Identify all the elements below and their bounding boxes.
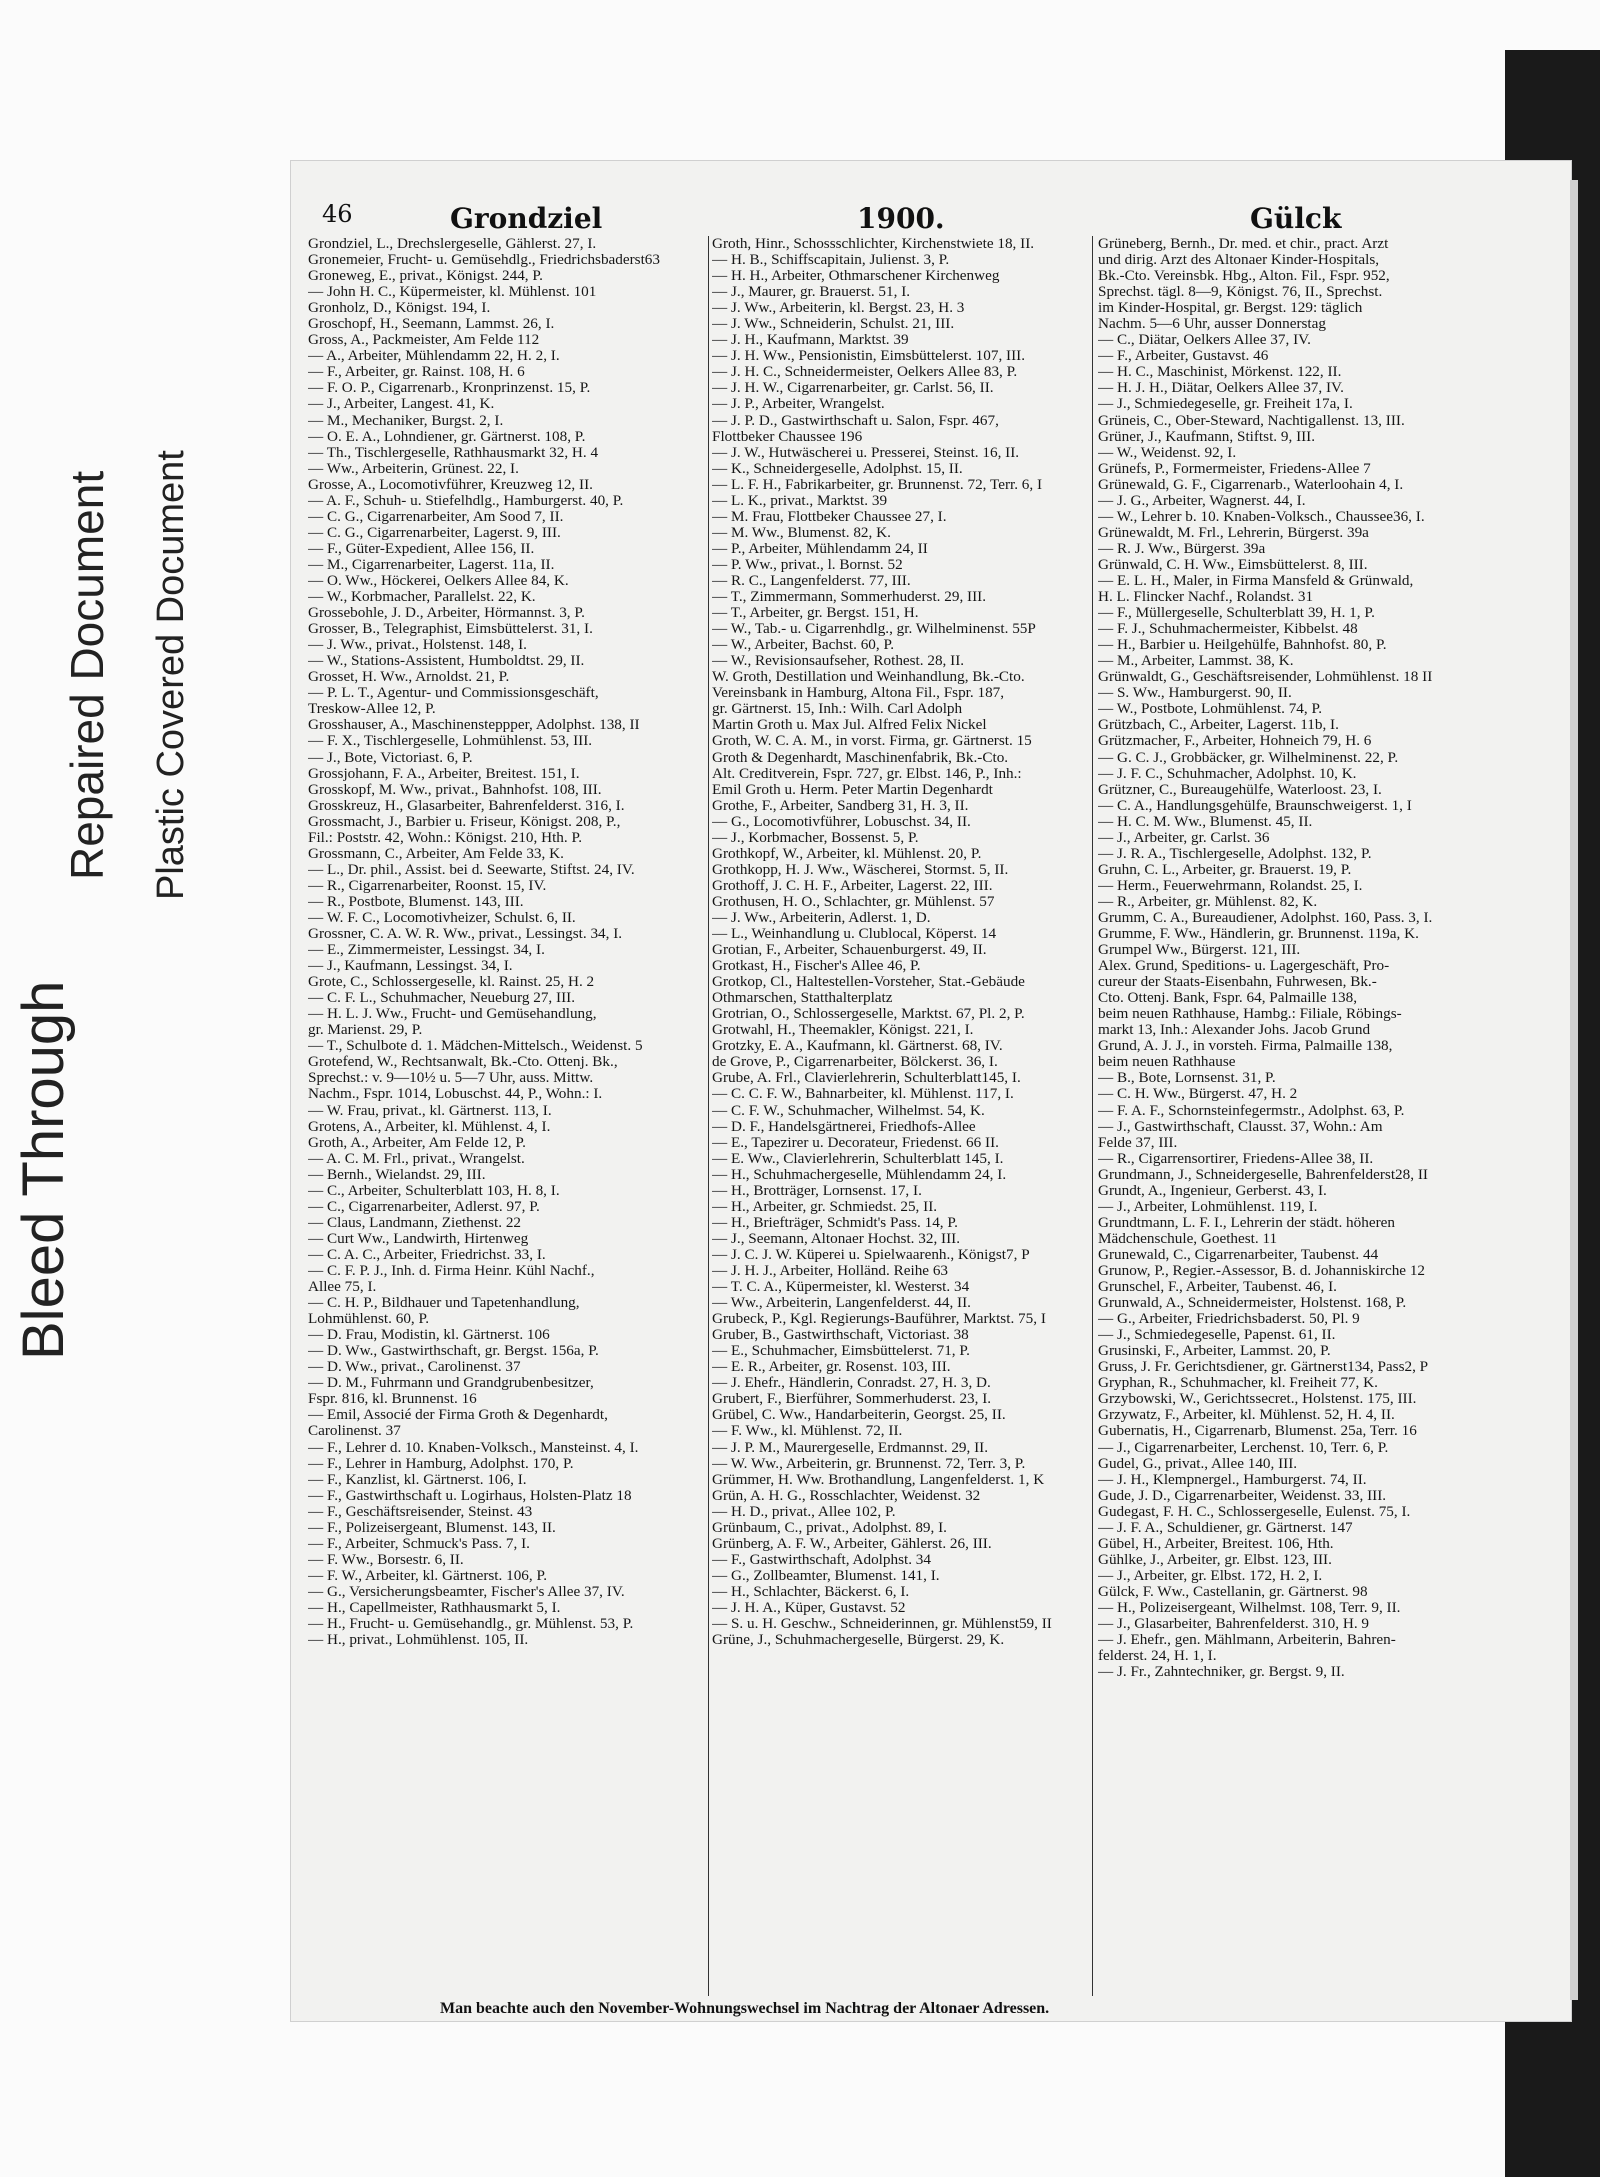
directory-entry: Grünberg, A. F. W., Arbeiter, Gählerst. 26, III. <box>712 1535 992 1552</box>
directory-entry: Grüner, J., Kaufmann, Stiftst. 9, III. <box>1098 428 1316 445</box>
directory-entry: Gryphan, R., Schuhmacher, kl. Freiheit 77, K. <box>1098 1375 1378 1392</box>
directory-entry: — J., Maurer, gr. Brauerst. 51, I. <box>712 284 911 301</box>
directory-entry: — R. J. Ww., Bürgerst. 39a <box>1098 540 1266 557</box>
directory-entry: im Kinder-Hospital, gr. Bergst. 129: täglich <box>1098 300 1363 317</box>
directory-entry: und dirig. Arzt des Altonaer Kinder-Hospitals, <box>1098 252 1380 269</box>
repaired-document-label: Repaired Document <box>61 470 113 880</box>
directory-entry: — T., Zimmermann, Sommerhuderst. 29, III. <box>712 589 987 606</box>
directory-entry: Grümmer, H. Ww. Brothandlung, Langenfelderst. 1, K <box>712 1471 1045 1488</box>
directory-entry: — W. Ww., Arbeiterin, gr. Brunnenst. 72, Terr. 3, P. <box>712 1455 1026 1472</box>
directory-entry: Vereinsbank in Hamburg, Altona Fil., Fspr. 187, <box>712 685 1005 702</box>
directory-entry: — H., Brotträger, Lornsenst. 17, I. <box>712 1182 922 1199</box>
directory-entry: — W. F. C., Locomotivheizer, Schulst. 6, II. <box>308 909 576 926</box>
directory-entry: — H., Barbier u. Heilgehülfe, Bahnhofst. 80, P. <box>1098 637 1387 654</box>
directory-entry: gr. Gärtnerst. 15, Inh.: Wilh. Carl Adolph <box>712 701 963 718</box>
directory-entry: — J. Ww., privat., Holstenst. 148, I. <box>308 637 527 654</box>
directory-entry: — Emil, Associé der Firma Groth & Degenhardt, <box>308 1407 608 1424</box>
directory-entry: — L. F. H., Fabrikarbeiter, gr. Brunnenst. 72, Terr. 6, I <box>712 476 1043 493</box>
directory-entry: Emil Groth u. Herm. Peter Martin Degenhardt <box>712 781 993 798</box>
directory-entry: Grunewald, C., Cigarrenarbeiter, Taubenst. 44 <box>1098 1246 1379 1263</box>
directory-entry: — F., Gastwirthschaft, Adolphst. 34 <box>712 1551 931 1568</box>
directory-entry: — H., privat., Lohmühlenst. 105, II. <box>308 1632 529 1649</box>
directory-entry: — H., Schuhmachergeselle, Mühlendamm 24, I. <box>712 1166 1007 1183</box>
directory-entry: Grubert, F., Bierführer, Sommerhuderst. 23, I. <box>712 1391 992 1408</box>
directory-entry: Bk.-Cto. Vereinsbk. Hbg., Alton. Fil., Fspr. 952, <box>1098 268 1390 285</box>
directory-entry: felderst. 24, H. 1, I. <box>1098 1648 1217 1665</box>
directory-entry: — R., Cigarrenarbeiter, Roonst. 15, IV. <box>308 877 547 894</box>
page-number: 46 <box>322 200 353 228</box>
directory-entry: — W., Revisionsaufseher, Rothest. 28, II. <box>712 653 965 670</box>
footer-note: Man beachte auch den November-Wohnungswechsel im Nachtrag der Altonaer Adressen. <box>440 2000 1050 2017</box>
directory-entry: — G., Locomotivführer, Lobuschst. 34, II. <box>712 813 971 830</box>
directory-entry: — C., Cigarrenarbeiter, Adlerst. 97, P. <box>308 1198 540 1215</box>
directory-entry: — J., Kaufmann, Lessingst. 34, I. <box>308 958 513 975</box>
directory-entry: — O. E. A., Lohndiener, gr. Gärtnerst. 108, P. <box>308 428 586 445</box>
directory-entry: Grotefend, W., Rechtsanwalt, Bk.-Cto. Ottenj. Bk., <box>308 1054 618 1071</box>
directory-entry: Grützmacher, F., Arbeiter, Hohneich 79, H. 6 <box>1098 733 1372 750</box>
directory-entry: — E., Zimmermeister, Lessingst. 34, I. <box>308 942 545 959</box>
directory-entry: — Herm., Feuerwehrmann, Rolandst. 25, I. <box>1098 877 1363 894</box>
directory-entry: — C. F. L., Schuhmacher, Neueburg 27, III. <box>308 990 575 1007</box>
directory-entry: Gudel, G., privat., Allee 140, III. <box>1098 1455 1298 1472</box>
directory-entry: — J., Arbeiter, gr. Elbst. 172, H. 2, I. <box>1098 1567 1323 1584</box>
directory-entry: — M., Arbeiter, Lammst. 38, K. <box>1098 653 1294 670</box>
directory-entry: — D. M., Fuhrmann und Grandgrubenbesitzer, <box>308 1375 594 1392</box>
directory-entry: Grosskreuz, H., Glasarbeiter, Bahrenfelderst. 316, I. <box>308 797 625 814</box>
directory-entry: — J. H. W., Cigarrenarbeiter, gr. Carlst. 56, II. <box>712 380 994 397</box>
directory-entry: — J., Seemann, Altonaer Hochst. 32, III. <box>712 1230 961 1247</box>
directory-entry: Felde 37, III. <box>1098 1134 1178 1151</box>
directory-entry: — H. C. M. Ww., Blumenst. 45, II. <box>1098 813 1313 830</box>
directory-entry: — J. P. D., Gastwirthschaft u. Salon, Fspr. 467, <box>712 412 999 429</box>
directory-entry: — D. Ww., privat., Carolinenst. 37 <box>308 1359 521 1376</box>
directory-entry: — J. P. M., Maurergeselle, Erdmannst. 29, II. <box>712 1439 989 1456</box>
directory-entry: Grzywatz, F., Arbeiter, kl. Mühlenst. 52, H. 4, II. <box>1098 1407 1395 1424</box>
directory-entry: — W., Korbmacher, Parallelst. 22, K. <box>308 589 536 606</box>
directory-entry: — J. H. C., Schneidermeister, Oelkers Allee 83, P. <box>712 364 1018 381</box>
directory-entry: — H., Capellmeister, Rathhausmarkt 5, I. <box>308 1599 561 1616</box>
directory-entry: — C. H. P., Bildhauer und Tapetenhandlung, <box>308 1295 580 1312</box>
directory-entry: Fspr. 816, kl. Brunnenst. 16 <box>308 1391 477 1408</box>
directory-entry: — G., Versicherungsbeamter, Fischer's Allee 37, IV. <box>308 1583 625 1600</box>
directory-entry: Grondziel, L., Drechslergeselle, Gählerst. 27, I. <box>308 236 597 252</box>
directory-entry: — D. Frau, Modistin, kl. Gärtnerst. 106 <box>308 1327 550 1344</box>
directory-entry: Mädchenschule, Goethest. 11 <box>1098 1230 1278 1247</box>
directory-entry: Alt. Creditverein, Fspr. 727, gr. Elbst. 146, P., Inh.: <box>712 765 1022 782</box>
directory-entry: — J., Arbeiter, Lohmühlenst. 119, I. <box>1098 1198 1318 1215</box>
directory-entry: Grotens, A., Arbeiter, kl. Mühlenst. 4, I. <box>308 1118 551 1135</box>
directory-entry: Gronholz, D., Königst. 194, I. <box>308 300 491 317</box>
directory-entry: Grothkopf, W., Arbeiter, kl. Mühlenst. 20, P. <box>712 845 982 862</box>
directory-entry: Sprechst.: v. 9—10½ u. 5—7 Uhr, auss. Mittw. <box>308 1070 594 1087</box>
directory-entry: Grzybowski, W., Gerichtssecret., Holstenst. 175, III. <box>1098 1391 1417 1408</box>
directory-entry: — H. D., privat., Allee 102, P. <box>712 1503 896 1520</box>
directory-entry: — F., Arbeiter, gr. Rainst. 108, H. 6 <box>308 364 525 381</box>
directory-entry: Grosskopf, M. Ww., privat., Bahnhofst. 108, III. <box>308 781 602 798</box>
directory-entry: Treskow-Allee 12, P. <box>308 701 436 718</box>
directory-entry: — L. K., privat., Marktst. 39 <box>712 492 888 509</box>
directory-entry: Grünefs, P., Formermeister, Friedens-Allee 7 <box>1098 460 1371 477</box>
directory-entry: Grotwahl, H., Theemakler, Königst. 221, I. <box>712 1022 974 1039</box>
directory-entry: — E. Ww., Clavierlehrerin, Schulterblatt 145, I. <box>712 1150 1004 1167</box>
directory-entry: — L., Dr. phil., Assist. bei d. Seewarte, Stiftst. 24, IV. <box>308 861 635 878</box>
directory-entry: — P. L. T., Agentur- und Commissionsgeschäft, <box>308 685 599 702</box>
directory-entry: — H. L. J. Ww., Frucht- und Gemüsehandlung, <box>308 1006 597 1023</box>
directory-entry: — J. Ww., Arbeiterin, Adlerst. 1, D. <box>712 909 931 926</box>
directory-entry: — H. J. H., Diätar, Oelkers Allee 37, IV. <box>1098 380 1344 397</box>
directory-entry: — J. H., Kaufmann, Marktst. 39 <box>712 332 909 349</box>
directory-entry: — F., Geschäftsreisender, Steinst. 43 <box>308 1503 533 1520</box>
directory-entry: Grosse, A., Locomotivführer, Kreuzweg 12, II. <box>308 476 593 493</box>
directory-entry: Gude, J. D., Cigarrenarbeiter, Weidenst. 33, III. <box>1098 1487 1387 1504</box>
directory-entry: — R., Postbote, Blumenst. 143, III. <box>308 893 524 910</box>
directory-entry: — H. H., Arbeiter, Othmarschener Kirchenweg <box>712 268 1000 285</box>
directory-entry: — G., Arbeiter, Friedrichsbaderst. 50, Pl. 9 <box>1098 1311 1360 1328</box>
directory-entry: Othmarschen, Statthalterplatz <box>712 990 893 1007</box>
directory-entry: — C. A., Handlungsgehülfe, Braunschweigerst. 1, I <box>1098 797 1412 814</box>
directory-entry: — Claus, Landmann, Ziethenst. 22 <box>308 1214 522 1231</box>
directory-entry: — F. X., Tischlergeselle, Lohmühlenst. 53, III. <box>308 733 593 750</box>
directory-entry: — G. C. J., Grobbäcker, gr. Wilhelminenst. 22, P. <box>1098 749 1399 766</box>
directory-entry: — K., Schneidergeselle, Adolphst. 15, II. <box>712 460 963 477</box>
plastic-covered-label: Plastic Covered Document <box>150 450 192 900</box>
directory-entry: Grün, A. H. G., Rosschlachter, Weidenst. 32 <box>712 1487 981 1504</box>
directory-entry: — C. G., Cigarrenarbeiter, Lagerst. 9, III. <box>308 524 561 541</box>
directory-entry: — F. J., Schuhmachermeister, Kibbelst. 48 <box>1098 621 1358 638</box>
directory-entry: Grünwald, C. H. Ww., Eimsbüttelerst. 8, III. <box>1098 556 1368 573</box>
directory-entry: — F. A. F., Schornsteinfegermstr., Adolphst. 63, P. <box>1098 1102 1405 1119</box>
column-right <box>1098 236 1475 1680</box>
directory-entry: — M. Frau, Flottbeker Chaussee 27, I. <box>712 508 947 525</box>
directory-entry: Gronemeier, Frucht- u. Gemüsehdlg., Friedrichsbaderst63 <box>308 252 660 269</box>
directory-entry: — Curt Ww., Landwirth, Hirtenweg <box>308 1230 529 1247</box>
directory-entry: — W., Postbote, Lohmühlenst. 74, P. <box>1098 701 1323 718</box>
directory-entry: — J., Bote, Victoriast. 6, P. <box>308 749 473 766</box>
directory-entry: — R. C., Langenfelderst. 77, III. <box>712 572 911 589</box>
directory-entry: — T., Arbeiter, gr. Bergst. 151, H. <box>712 605 919 622</box>
directory-entry: — J., Schmiedegeselle, Papenst. 61, II. <box>1098 1327 1336 1344</box>
right-running-head: Gülck <box>1250 202 1342 235</box>
directory-entry: Cto. Ottenj. Bank, Fspr. 64, Palmaille 138, <box>1098 990 1358 1007</box>
directory-entry: — A. F., Schuh- u. Stiefelhdlg., Hamburgerst. 40, P. <box>308 492 624 509</box>
directory-entry: Gross, A., Packmeister, Am Felde 112 <box>308 332 540 349</box>
directory-entry: — F., Güter-Expedient, Allee 156, II. <box>308 540 535 557</box>
directory-entry: — F., Kanzlist, kl. Gärtnerst. 106, I. <box>308 1471 527 1488</box>
directory-entry: — W., Stations-Assistent, Humboldtst. 29, II. <box>308 653 585 670</box>
directory-entry: — B., Bote, Lornsenst. 31, P. <box>1098 1070 1276 1087</box>
directory-entry: Grübel, C. Ww., Handarbeiterin, Georgst. 25, II. <box>712 1407 1006 1424</box>
directory-entry: — J. Fr., Zahntechniker, gr. Bergst. 9, II. <box>1098 1664 1345 1681</box>
directory-entry: — C. F. P. J., Inh. d. Firma Heinr. Kühl Nachf., <box>308 1263 595 1279</box>
directory-entry: — J. R. A., Tischlergeselle, Adolphst. 132, P. <box>1098 845 1372 862</box>
directory-entry: Grunow, P., Regier.-Assessor, B. d. Johanniskirche 12 <box>1098 1263 1426 1279</box>
directory-entry: Grubeck, P., Kgl. Regierungs-Bauführer, Marktst. 75, I <box>712 1311 1046 1328</box>
directory-entry: Groth, A., Arbeiter, Am Felde 12, P. <box>308 1134 526 1151</box>
directory-entry: — J., Schmiedegeselle, gr. Freiheit 17a, I. <box>1098 396 1353 413</box>
directory-entry: — C. F. W., Schuhmacher, Wilhelmst. 54, K. <box>712 1102 985 1119</box>
directory-entry: — J. H. Ww., Pensionistin, Eimsbüttelerst. 107, III. <box>712 348 1026 365</box>
directory-entry: Grothoff, J. C. H. F., Arbeiter, Lagerst. 22, III. <box>712 877 993 894</box>
directory-entry: — Bernh., Wielandst. 29, III. <box>308 1166 486 1183</box>
directory-entry: — J. P., Arbeiter, Wrangelst. <box>712 396 885 413</box>
directory-entry: — H., Frucht- u. Gemüsehandlg., gr. Mühlenst. 53, P. <box>308 1616 634 1633</box>
directory-entry: Allee 75, I. <box>308 1279 377 1296</box>
directory-entry: — Ww., Arbeiterin, Langenfelderst. 44, II. <box>712 1295 971 1312</box>
directory-entry: — C. H. Ww., Bürgerst. 47, H. 2 <box>1098 1086 1298 1103</box>
directory-entry: — F., Lehrer in Hamburg, Adolphst. 170, P. <box>308 1455 574 1472</box>
directory-entry: Gruss, J. Fr. Gerichtsdiener, gr. Gärtnerst134, Pass2, P <box>1098 1359 1429 1376</box>
directory-entry: beim neuen Rathhause <box>1098 1054 1236 1071</box>
directory-entry: W. Groth, Destillation und Weinhandlung, Bk.-Cto. <box>712 669 1025 686</box>
directory-entry: — D. F., Handelsgärtnerei, Friedhofs-Allee <box>712 1118 976 1135</box>
directory-entry: Grünewald, G. F., Cigarrenarb., Waterloohain 4, I. <box>1098 476 1404 493</box>
directory-entry: — S. u. H. Geschw., Schneiderinnen, gr. Mühlenst59, II <box>712 1616 1052 1633</box>
directory-entry: Gruber, B., Gastwirthschaft, Victoriast. 38 <box>712 1327 969 1344</box>
directory-entry: Grundt, A., Ingenieur, Gerberst. 43, I. <box>1098 1182 1327 1199</box>
directory-entry: — J. G., Arbeiter, Wagnerst. 44, I. <box>1098 492 1306 509</box>
directory-entry: Grundmann, J., Schneidergeselle, Bahrenfelderst28, II <box>1098 1166 1428 1183</box>
column-rule-right <box>1092 236 1093 1996</box>
directory-entry: — M. Ww., Blumenst. 82, K. <box>712 524 891 541</box>
directory-entry: Grothusen, H. O., Schlachter, gr. Mühlenst. 57 <box>712 893 995 910</box>
directory-entry: Grüneberg, Bernh., Dr. med. et chir., pract. Arzt <box>1098 236 1389 252</box>
directory-entry: — J., Glasarbeiter, Bahrenfelderst. 310, H. 9 <box>1098 1616 1370 1633</box>
directory-entry: — J., Arbeiter, gr. Carlst. 36 <box>1098 829 1270 846</box>
bleed-through-label: Bleed Through <box>11 980 76 1360</box>
directory-entry: Grunwald, A., Schneidermeister, Holstenst. 168, P. <box>1098 1295 1407 1312</box>
directory-entry: Grote, C., Schlossergeselle, kl. Rainst. 25, H. 2 <box>308 974 595 991</box>
directory-entry: — H., Schlachter, Bäckerst. 6, I. <box>712 1583 910 1600</box>
directory-entry: Sprechst. tägl. 8—9, Königst. 76, II., Sprechst. <box>1098 284 1383 301</box>
directory-entry: — John H. C., Küpermeister, kl. Mühlenst. 101 <box>308 284 597 301</box>
directory-entry: — M., Cigarrenarbeiter, Lagerst. 11a, II. <box>308 556 555 573</box>
directory-entry: Grumm, C. A., Bureaudiener, Adolphst. 160, Pass. 3, I. <box>1098 909 1433 926</box>
directory-entry: Grube, A. Frl., Clavierlehrerin, Schulterblatt145, I. <box>712 1070 1021 1087</box>
directory-entry: Gubernatis, H., Cigarrenarb, Blumenst. 25a, Terr. 16 <box>1098 1423 1417 1440</box>
directory-entry: — L., Weinhandlung u. Clublocal, Köperst. 14 <box>712 926 997 943</box>
directory-entry: Grumme, F. Ww., Händlerin, gr. Brunnenst. 119a, K. <box>1098 926 1419 943</box>
directory-entry: Grotkop, Cl., Haltestellen-Vorsteher, Stat.-Gebäude <box>712 974 1025 991</box>
directory-entry: Grunschel, F., Arbeiter, Taubenst. 46, I. <box>1098 1279 1337 1296</box>
directory-entry: — Th., Tischlergeselle, Rathhausmarkt 32, H. 4 <box>308 444 599 461</box>
directory-entry: — H., Arbeiter, gr. Schmiedst. 25, II. <box>712 1198 938 1215</box>
directory-entry: — J., Korbmacher, Bossenst. 5, P. <box>712 829 919 846</box>
directory-entry: — J. C. J. W. Küperei u. Spielwaarenh., Königst7, P <box>712 1246 1030 1263</box>
directory-entry: — E. R., Arbeiter, gr. Rosenst. 103, III. <box>712 1359 951 1376</box>
directory-entry: — W., Arbeiter, Bachst. 60, P. <box>712 637 895 654</box>
directory-entry: Grüneis, C., Ober-Steward, Nachtigallenst. 13, III. <box>1098 412 1405 429</box>
directory-entry: — H. B., Schiffscapitain, Julienst. 3, P. <box>712 252 950 269</box>
directory-entry: Grünbaum, C., privat., Adolphst. 89, I. <box>712 1519 947 1536</box>
directory-entry: Flottbeker Chaussee 196 <box>712 428 863 445</box>
directory-entry: Grosshauser, A., Maschinensteppper, Adolphst. 138, II <box>308 717 640 734</box>
directory-entry: Grothkopp, H. J. Ww., Wäscherei, Stormst. 5, II. <box>712 861 1009 878</box>
column-left <box>308 236 713 1648</box>
directory-entry: — J. H. A., Küper, Gustavst. 52 <box>712 1599 906 1616</box>
directory-entry: — E., Tapezirer u. Decorateur, Friedenst. 66 II. <box>712 1134 999 1151</box>
year-heading: 1900. <box>857 202 945 235</box>
directory-entry: — E. L. H., Maler, in Firma Mansfeld & Grünwald, <box>1098 572 1414 589</box>
directory-entry: — J. F. C., Schuhmacher, Adolphst. 10, K. <box>1098 765 1357 782</box>
directory-entry: — S. Ww., Hamburgerst. 90, II. <box>1098 685 1292 702</box>
directory-entry: — R., Arbeiter, gr. Mühlenst. 82, K. <box>1098 893 1318 910</box>
directory-entry: — J., Gastwirthschaft, Clausst. 37, Wohn.: Am <box>1098 1118 1383 1135</box>
directory-entry: — P., Arbeiter, Mühlendamm 24, II <box>712 540 928 557</box>
directory-entry: Fil.: Poststr. 42, Wohn.: Königst. 210, Hth. P. <box>308 829 583 846</box>
directory-entry: Grusinski, F., Arbeiter, Lammst. 20, P. <box>1098 1343 1331 1360</box>
directory-entry: — G., Zollbeamter, Blumenst. 141, I. <box>712 1567 940 1584</box>
directory-entry: — J. H., Klempnergel., Hamburgerst. 74, II. <box>1098 1471 1367 1488</box>
directory-entry: — J., Cigarrenarbeiter, Lerchenst. 10, Terr. 6, P. <box>1098 1439 1389 1456</box>
directory-entry: — M., Mechaniker, Burgst. 2, I. <box>308 412 504 429</box>
directory-entry: Carolinenst. 37 <box>308 1423 401 1440</box>
directory-entry: — J. H. J., Arbeiter, Holländ. Reihe 63 <box>712 1263 949 1279</box>
directory-entry: — T., Schulbote d. 1. Mädchen-Mittelsch., Weidenst. 5 <box>308 1038 643 1055</box>
directory-entry: — T. C. A., Küpermeister, kl. Westerst. 34 <box>712 1279 970 1296</box>
directory-entry: Grossmann, C., Arbeiter, Am Felde 33, K. <box>308 845 564 862</box>
directory-entry: Gruhn, C. L., Arbeiter, gr. Brauerst. 19, P. <box>1098 861 1352 878</box>
directory-entry: — J. Ehefr., gen. Mählmann, Arbeiterin, Bahren- <box>1098 1632 1396 1649</box>
directory-entry: Nachm., Fspr. 1014, Lobuschst. 44, P., Wohn.: I. <box>308 1086 603 1103</box>
directory-entry: — F., Polizeisergeant, Blumenst. 143, II. <box>308 1519 556 1536</box>
directory-entry: — C., Diätar, Oelkers Allee 37, IV. <box>1098 332 1311 349</box>
directory-entry: Groneweg, E., privat., Königst. 244, P. <box>308 268 543 285</box>
directory-entry: Gübel, H., Arbeiter, Breitest. 106, Hth. <box>1098 1535 1334 1552</box>
column-middle <box>712 236 1090 1648</box>
directory-entry: — A. C. M. Frl., privat., Wrangelst. <box>308 1150 525 1167</box>
left-running-head: Grondziel <box>450 202 603 235</box>
directory-entry: Grotzky, E. A., Kaufmann, kl. Gärtnerst. 68, IV. <box>712 1038 1003 1055</box>
directory-entry: Grossebohle, J. D., Arbeiter, Hörmannst. 3, P. <box>308 605 585 622</box>
directory-entry: Grützbach, C., Arbeiter, Lagerst. 11b, I. <box>1098 717 1339 734</box>
directory-entry: Grundtmann, L. F. I., Lehrerin der städt. höheren <box>1098 1214 1395 1231</box>
directory-entry: — J. W., Hutwäscherei u. Presserei, Steinst. 16, II. <box>712 444 1020 461</box>
directory-entry: Gülck, F. Ww., Castellanin, gr. Gärtnerst. 98 <box>1098 1583 1368 1600</box>
directory-entry: — C. A. C., Arbeiter, Friedrichst. 33, I. <box>308 1246 546 1263</box>
directory-entry: — F. O. P., Cigarrenarb., Kronprinzenst. 15, P. <box>308 380 591 397</box>
directory-entry: — Ww., Arbeiterin, Grünest. 22, I. <box>308 460 519 477</box>
directory-entry: Gühlke, J., Arbeiter, gr. Elbst. 123, III. <box>1098 1551 1332 1568</box>
directory-entry: — H., Polizeisergeant, Wilhelmst. 108, Terr. 9, II. <box>1098 1599 1401 1616</box>
directory-entry: Groth, Hinr., Schossschlichter, Kirchenstwiete 18, II. <box>712 236 1035 252</box>
directory-entry: Grotrian, O., Schlossergeselle, Marktst. 67, Pl. 2, P. <box>712 1006 1025 1023</box>
directory-entry: — W., Lehrer b. 10. Knaben-Volksch., Chaussee36, I. <box>1098 508 1425 525</box>
directory-entry: Grüne, J., Schuhmachergeselle, Bürgerst. 29, K. <box>712 1632 1005 1649</box>
directory-entry: — F., Arbeiter, Schmuck's Pass. 7, I. <box>308 1535 530 1552</box>
page-binding-edge <box>1570 180 1578 2000</box>
directory-entry: — J. Ww., Arbeiterin, kl. Bergst. 23, H. 3 <box>712 300 965 317</box>
directory-entry: — J. Ehefr., Händlerin, Conradst. 27, H. 3, D. <box>712 1375 991 1392</box>
directory-entry: — F., Gastwirthschaft u. Logirhaus, Holsten-Platz 18 <box>308 1487 632 1504</box>
directory-entry: — E., Schuhmacher, Eimsbüttelerst. 71, P. <box>712 1343 970 1360</box>
directory-entry: Grützner, C., Bureaugehülfe, Waterloost. 23, I. <box>1098 781 1382 798</box>
directory-entry: Grossmacht, J., Barbier u. Friseur, Königst. 208, P., <box>308 813 621 830</box>
directory-entry: Groschopf, H., Seemann, Lammst. 26, I. <box>308 316 555 333</box>
directory-entry: — J., Arbeiter, Langest. 41, K. <box>308 396 495 413</box>
directory-entry: Nachm. 5—6 Uhr, ausser Donnerstag <box>1098 316 1326 333</box>
directory-entry: Grumpel Ww., Bürgerst. 121, III. <box>1098 942 1301 959</box>
directory-entry: H. L. Flincker Nachf., Rolandst. 31 <box>1098 589 1314 606</box>
directory-entry: — W., Tab.- u. Cigarrenhdlg., gr. Wilhelminenst. 55P <box>712 621 1036 638</box>
directory-entry: de Grove, P., Cigarrenarbeiter, Bölckerst. 36, I. <box>712 1054 998 1071</box>
directory-entry: cureur der Staats-Eisenbahn, Fuhrwesen, Bk.- <box>1098 974 1377 991</box>
directory-entry: Alex. Grund, Speditions- u. Lagergeschäft, Pro- <box>1098 958 1390 975</box>
directory-entry: — W., Weidenst. 92, I. <box>1098 444 1237 461</box>
directory-entry: — F. Ww., Borsestr. 6, II. <box>308 1551 464 1568</box>
directory-entry: — F., Müllergeselle, Schulterblatt 39, H. 1, P. <box>1098 605 1375 622</box>
directory-entry: Martin Groth u. Max Jul. Alfred Felix Nickel <box>712 717 987 734</box>
directory-entry: — R., Cigarrensortirer, Friedens-Allee 38, II. <box>1098 1150 1374 1167</box>
directory-entry: markt 13, Inh.: Alexander Johs. Jacob Grund <box>1098 1022 1371 1039</box>
directory-entry: Grotian, F., Arbeiter, Schauenburgerst. 49, II. <box>712 942 987 959</box>
directory-entry: — W. Frau, privat., kl. Gärtnerst. 113, I. <box>308 1102 552 1119</box>
directory-entry: — A., Arbeiter, Mühlendamm 22, H. 2, I. <box>308 348 560 365</box>
directory-entry: Gudegast, F. H. C., Schlossergeselle, Eulenst. 75, I. <box>1098 1503 1411 1520</box>
directory-entry: — F., Arbeiter, Gustavst. 46 <box>1098 348 1269 365</box>
directory-entry: — C., Arbeiter, Schulterblatt 103, H. 8, I. <box>308 1182 560 1199</box>
directory-entry: — F., Lehrer d. 10. Knaben-Volksch., Mansteinst. 4, I. <box>308 1439 639 1456</box>
directory-entry: Grosset, H. Ww., Arnoldst. 21, P. <box>308 669 510 686</box>
directory-entry: — O. Ww., Höckerei, Oelkers Allee 84, K. <box>308 572 569 589</box>
directory-entry: — J. F. A., Schuldiener, gr. Gärtnerst. 147 <box>1098 1519 1353 1536</box>
directory-entry: beim neuen Rathhause, Hambg.: Filiale, Röbings- <box>1098 1006 1402 1023</box>
directory-entry: — P. Ww., privat., l. Bornst. 52 <box>712 556 903 573</box>
directory-entry: Grossjohann, F. A., Arbeiter, Breitest. 151, I. <box>308 765 580 782</box>
directory-entry: Grund, A. J. J., in vorsteh. Firma, Palmaille 138, <box>1098 1038 1393 1055</box>
directory-entry: Lohmühlenst. 60, P. <box>308 1311 430 1328</box>
directory-entry: — F. Ww., kl. Mühlenst. 72, II. <box>712 1423 903 1440</box>
directory-entry: Grothe, F., Arbeiter, Sandberg 31, H. 3, II. <box>712 797 969 814</box>
directory-entry: — J. Ww., Schneiderin, Schulst. 21, III. <box>712 316 955 333</box>
directory-entry: — H. C., Maschinist, Mörkenst. 122, II. <box>1098 364 1342 381</box>
directory-entry: gr. Marienst. 29, P. <box>308 1022 423 1039</box>
directory-entry: — C. G., Cigarrenarbeiter, Am Sood 7, II. <box>308 508 564 525</box>
directory-entry: Grosser, B., Telegraphist, Eimsbüttelerst. 31, I. <box>308 621 593 638</box>
directory-entry: Groth, W. C. A. M., in vorst. Firma, gr. Gärtnerst. 15 <box>712 733 1032 750</box>
directory-entry: — C. C. F. W., Bahnarbeiter, kl. Mühlenst. 117, I. <box>712 1086 1014 1103</box>
directory-entry: — F. W., Arbeiter, kl. Gärtnerst. 106, P. <box>308 1567 548 1584</box>
directory-entry: Groth & Degenhardt, Maschinenfabrik, Bk.-Cto. <box>712 749 1009 766</box>
directory-entry: Grünewaldt, M. Frl., Lehrerin, Bürgerst. 39a <box>1098 524 1369 541</box>
directory-entry: — H., Briefträger, Schmidt's Pass. 14, P. <box>712 1214 958 1231</box>
directory-entry: Grotkast, H., Fischer's Allee 46, P. <box>712 958 921 975</box>
directory-entry: — D. Ww., Gastwirthschaft, gr. Bergst. 156a, P. <box>308 1343 599 1360</box>
directory-entry: Grünwaldt, G., Geschäftsreisender, Lohmühlenst. 18 II <box>1098 669 1433 686</box>
directory-entry: Grossner, C. A. W. R. Ww., privat., Lessingst. 34, I. <box>308 926 623 943</box>
